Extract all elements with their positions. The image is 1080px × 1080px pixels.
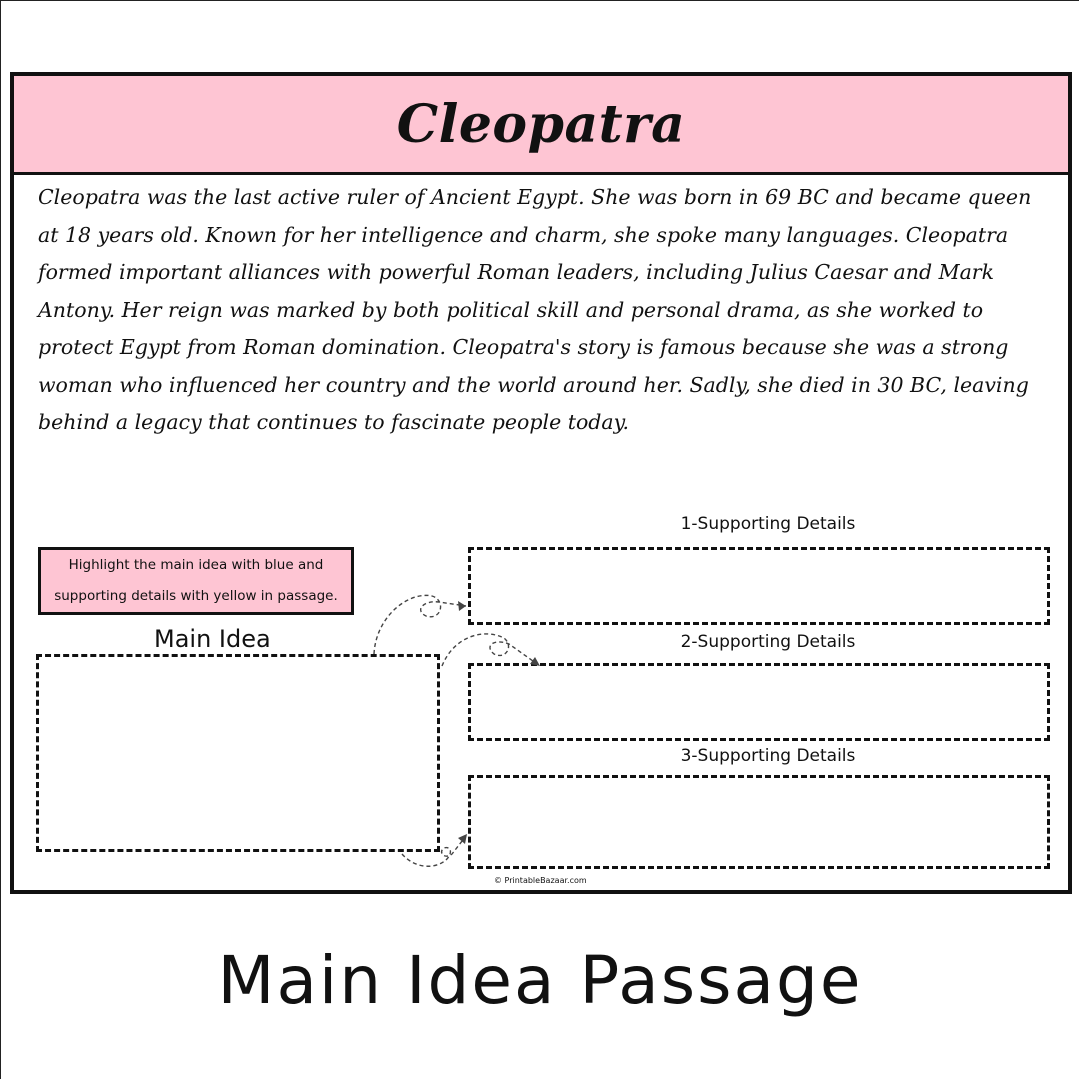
instruction-text: Highlight the main idea with blue and supporting details with yellow in passage. [54,557,338,604]
supporting-detail-box-3[interactable] [468,775,1050,869]
supporting-detail-label-1: 1-Supporting Details [680,514,856,534]
supporting-detail-label-2: 2-Supporting Details [680,632,856,652]
caption: Main Idea Passage [217,942,863,1019]
instruction-box [38,547,354,615]
reading-passage: Cleopatra was the last active ruler of Ancient Egypt. She was born in 69 BC and became queen at 18 years old. Known for her intelligence and charm, she spoke many languages. Cleopatra formed important alliances with powerful Roman leaders, including Julius Caesar and Mark Antony. Her reign was marked by both political skill and personal drama, as she worked to protect Egypt from Roman domination. Cleopatra's story is famous because she was a strong woman who influenced her country and the world around her. Sadly, she died in 30 BC, leaving behind a legacy that continues to fascinate people today. [38,185,1032,434]
supporting-detail-label-3: 3-Supporting Details [680,746,856,766]
copyright-notice: © PrintableBazaar.com [494,876,587,885]
supporting-detail-box-1[interactable] [468,547,1050,625]
main-idea-label: Main Idea [154,625,271,653]
arrowhead-3 [458,834,467,844]
worksheet [10,72,1072,894]
worksheet-title: Cleopatra [396,93,686,155]
supporting-detail-box-2[interactable] [468,663,1050,741]
arrow-to-detail-1 [374,595,466,654]
arrowhead-1 [458,601,466,611]
title-bar [14,76,1068,175]
main-idea-box[interactable] [36,654,440,852]
